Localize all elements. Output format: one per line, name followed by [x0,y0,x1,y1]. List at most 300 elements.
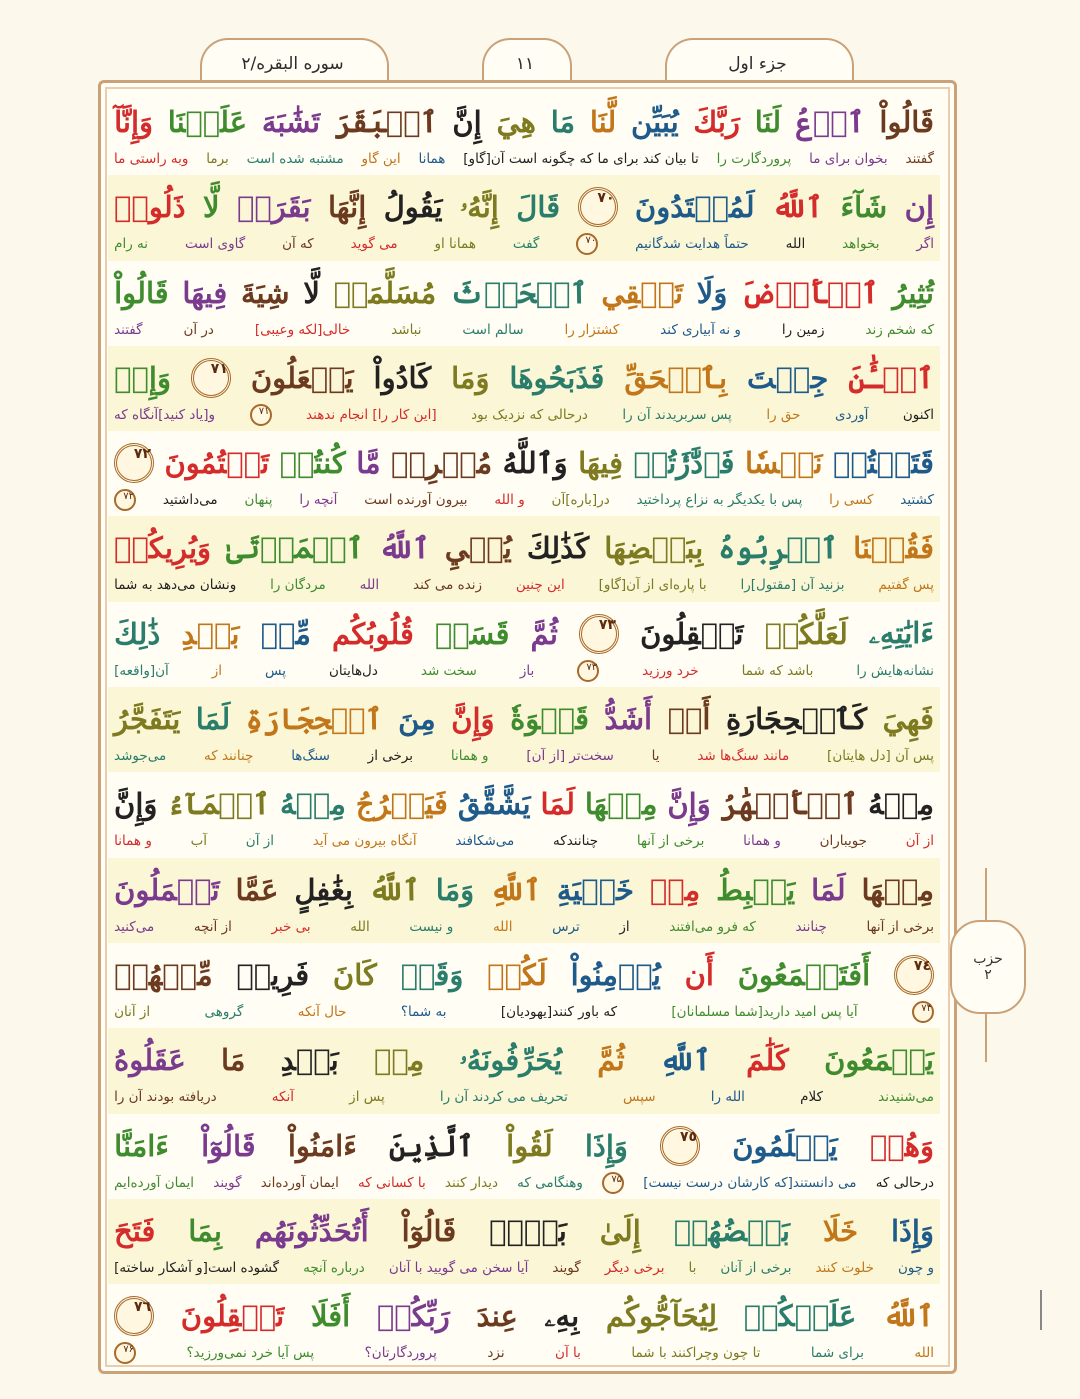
arabic-word: لَمَا [195,702,231,737]
arabic-word: وَإِنَّ [114,787,158,822]
arabic-word: شَآءَ [840,190,888,225]
translation-phrase: سخت‌تر [از آن] [526,748,614,765]
ayah-number-small: ۷۵ [602,1172,624,1194]
arabic-word: كَادُواْ [373,360,432,395]
translation-phrase: زمین را [781,321,825,338]
verse-row [108,858,940,943]
arabic-word: ءَامَنُواْ [287,1128,357,1163]
persian-translation-line [114,574,934,596]
translation-phrase: گویند [213,1174,242,1191]
arabic-word: مَا [221,1043,246,1078]
arabic-word: وَإِذَا [890,1213,934,1248]
arabic-line [114,516,934,574]
translation-phrase: از آنان [114,1003,151,1020]
arabic-word: قَالُوٓاْ [401,1213,457,1248]
arabic-word: نَفۡسٗا [744,446,823,481]
persian-translation-line [114,745,934,767]
translation-phrase: و همانا [114,833,152,850]
translation-phrase: برما [206,151,229,167]
translation-phrase: حتماً هدایت شدگانیم [635,236,749,253]
arabic-word: كَانَ [332,957,377,992]
translation-phrase: آوردی [834,406,869,423]
arabic-word: وَمَا [435,872,475,907]
translation-phrase: پس سربریدند آن را [622,406,732,423]
translation-phrase: زنده می کند [412,577,483,594]
translation-phrase: گفتند [114,321,143,338]
arabic-word: خَلَا [822,1213,859,1248]
translation-phrase: دیدار کنند [444,1174,498,1191]
translation-phrase: ایمان آورده‌ایم [114,1174,195,1191]
arabic-word: ذَلُولٞ [114,190,186,225]
verse-row [108,346,940,431]
ayah-number-small: ۷۰ [576,233,598,255]
translation-phrase: از آنچه [193,918,232,935]
arabic-word: يَفۡعَلُونَ [250,360,354,395]
arabic-word: مِّنۢ [260,616,311,651]
translation-phrase: نباشد [391,321,422,338]
arabic-word: أَتُحَدِّثُونَهُم [254,1213,369,1248]
arabic-word: قَسَتۡ [434,616,510,651]
translation-phrase: کشتید [900,492,934,509]
arabic-line [114,1199,934,1257]
translation-phrase: و همانا [450,748,489,765]
arabic-word: لَّا [303,275,320,310]
translation-phrase: برخی از آنها [866,918,934,935]
hizb-label: حزب [973,951,1003,967]
arabic-word: بِبَعۡضِهَا [604,531,704,566]
arabic-line [114,90,934,148]
persian-translation-line [114,148,934,170]
arabic-word: وَٱللَّهُ [502,446,568,481]
arabic-word: مَّا [356,446,381,481]
arabic-word: لَقُواْ [506,1128,553,1163]
ayah-number-marker: ٧٦ [114,1296,154,1336]
arabic-word: فَهِيَ [882,702,934,737]
translation-phrase: که آن [282,236,314,253]
translation-phrase: برخی از آنان [720,1259,792,1276]
verse-row [108,1028,940,1113]
translation-phrase: الله [350,918,370,935]
arabic-word: بَقَرَةٞ [236,190,311,225]
arabic-word: أَشَدُّ [604,702,653,737]
translation-phrase: و چون [897,1259,934,1276]
translation-phrase: سالم است [462,321,524,338]
arabic-word: عَلَيۡكُمۡ [743,1299,857,1334]
arabic-word: بِٱلۡحَقِّ [624,360,728,395]
translation-phrase: گروهی [204,1003,244,1020]
translation-phrase: می‌کنید [114,918,155,935]
translation-phrase: درحالی که [875,1174,934,1191]
arabic-line [114,1284,934,1342]
translation-phrase: که شخم زند [865,321,934,338]
verse-row [108,1284,940,1369]
translation-phrase: آیا پس امید دارید[شما مسلمانان] [671,1003,858,1020]
hizb-line-top [985,868,987,920]
translation-phrase: مردگان را [270,577,326,594]
arabic-word: لَكُمۡ [487,957,547,992]
persian-translation-line [114,660,934,682]
arabic-word: ءَايَٰتِهِۦ [868,616,934,651]
arabic-word: ثُمَّ [597,1043,625,1078]
arabic-word: ٱللَّهُ [378,531,430,566]
arabic-word: شِيَةَ [240,275,290,310]
arabic-word: ٱلۡحَرۡثَ [449,275,588,310]
arabic-word: فَٱدَّٰرَٰٔتُمۡ [633,446,735,481]
arabic-word: لِيُحَآجُّوكُم [605,1299,718,1334]
translation-phrase: این گاو [361,151,401,167]
arabic-word: ٱللَّهُ [772,190,824,225]
arabic-word: أَفَلَا [310,1299,351,1334]
translation-phrase: کسی را [829,492,874,509]
arabic-word: مُسَلَّمَةٞ [333,275,437,310]
arabic-word: ٱلۡبَقَرَ [334,105,438,139]
ayah-number-small: ۷۱ [250,404,272,426]
translation-phrase: نه رام [114,236,149,253]
arabic-word: ٱضۡرِبُوهُ [718,531,839,566]
translation-phrase: از [619,918,630,935]
translation-phrase: الله [785,236,806,253]
arabic-word: فَرِيقٞ [236,957,310,992]
translation-phrase: چنانند که [204,748,254,765]
arabic-word: إِن [904,190,934,225]
translation-phrase: خرد ورزید [642,662,699,679]
translation-phrase: جویباران [819,833,868,850]
arabic-word: لَّنَا [589,105,617,139]
persian-translation-line [114,404,934,426]
arabic-word: يَقُولُ [383,190,443,225]
arabic-word: وَهُمۡ [869,1128,934,1163]
arabic-word: كُنتُمۡ [279,446,346,481]
arabic-word: وَلَا [696,275,728,310]
translation-phrase: این چنین [515,577,565,594]
arabic-word: بِهِۦ [544,1298,580,1333]
translation-phrase: درباره آنچه [303,1259,365,1276]
translation-phrase: و نیست [409,918,454,935]
translation-phrase: سخت شد [420,662,477,679]
arabic-word: مِّنۡهُمۡ [114,957,213,992]
translation-phrase: در آن [183,321,214,338]
translation-phrase: پس آن [دل هایتان] [827,748,934,765]
arabic-word: بِمَا [188,1213,222,1248]
arabic-word: وَإِنَّ [667,787,711,822]
translation-phrase: پس [265,662,286,679]
arabic-word: عَلَيۡنَا [167,105,248,139]
ayah-number-small: ۷۲ [114,489,136,511]
arabic-word: رَبِّكُمۡ [376,1299,450,1334]
translation-phrase: بیرون آورنده است [364,492,468,509]
arabic-word: يَعۡلَمُونَ [732,1128,838,1163]
translation-phrase: خلوت کنند [815,1259,874,1276]
translation-phrase: با آن [555,1345,581,1362]
arabic-word: فَقُلۡنَا [853,531,934,566]
verse-row [108,175,940,260]
arabic-word: يَتَفَجَّرُ [114,702,181,737]
translation-phrase: که فرو می‌افتند [669,918,756,935]
arabic-word: تُثِيرُ [892,275,934,310]
translation-phrase: کلام [800,1089,823,1106]
translation-phrase: برخی دیگر [604,1259,665,1276]
verse-row [108,943,940,1028]
translation-phrase: ایمان آورده‌اند [260,1174,339,1191]
translation-phrase: می گوید [350,236,398,253]
arabic-word: مِنۡهُ [868,787,934,822]
arabic-line [114,858,934,916]
arabic-word: فَيَخۡرُجُ [355,787,448,822]
translation-phrase: باز [519,662,535,679]
arabic-word: لَمَا [540,787,575,822]
translation-phrase: سنگ‌ها [291,748,330,765]
arabic-word: قَسۡوَةٗ [510,702,589,737]
translation-phrase: می‌شنیدند [878,1089,934,1106]
ayah-number-marker: ٧٠ [578,187,618,227]
translation-phrase: پروردگارتان؟ [364,1345,437,1362]
translation-phrase: وهنگامی که [517,1174,583,1191]
verse-row [108,516,940,601]
surah-name: سوره البقره/۲ [241,54,344,74]
translation-phrase: یا [651,748,660,765]
translation-phrase: از آن [905,833,934,850]
ayah-number-small: ۷۴ [912,1001,934,1023]
translation-phrase: با [688,1259,697,1276]
juz-label: جزء اول [728,54,787,74]
arabic-word: مِنَ [398,702,436,737]
translation-phrase: نزد [487,1345,505,1362]
translation-phrase: پس با یکدیگر به نزاع پرداختید [636,492,803,509]
translation-phrase: می‌شکافند [455,833,515,850]
arabic-word: قَالُوٓاْ [201,1128,256,1163]
translation-phrase: دل‌هایتان [328,662,378,679]
arabic-word: تَكۡتُمُونَ [164,446,270,481]
arabic-word: قَتَلۡتُمۡ [833,446,934,481]
translation-phrase: گاوی است [184,236,246,253]
verse-row [108,602,940,687]
translation-phrase: پنهان [244,492,273,509]
verse-row [108,261,940,346]
arabic-word: مُخۡرِجٞ [391,446,493,481]
arabic-word: فِيهَا [182,275,228,310]
translation-phrase: پس آیا خرد نمی‌ورزید؟ [186,1345,315,1362]
persian-translation-line [114,1001,934,1023]
translation-phrase: آب [190,833,208,850]
arabic-line [114,431,934,489]
arabic-word: أَفَتَطۡمَعُونَ [737,957,871,992]
translation-phrase: و نه آبیاری کند [660,321,741,338]
arabic-word: مَا [550,105,576,139]
arabic-word: إِلَىٰ [599,1213,641,1248]
arabic-word: يُحۡيِ [444,531,512,566]
translation-phrase: الله [359,577,380,594]
arabic-line [114,943,934,1001]
arabic-word: لَمُهۡتَدُونَ [634,190,755,225]
translation-phrase: آن[واقعه] [114,662,169,679]
arabic-line [114,687,934,745]
translation-phrase: با کسانی که [358,1174,426,1191]
arabic-word: فَتَحَ [114,1213,156,1248]
translation-phrase: آیا سخن می گویید با آنان [388,1259,529,1276]
arabic-word: كَٱلۡحِجَارَةِ [725,702,868,737]
translation-phrase: گشوده است[و آشکار ساخته] [114,1259,280,1276]
arabic-word: ذَٰلِكَ [114,616,161,651]
translation-phrase: ترس [552,918,580,935]
arabic-word: قُلُوبُكُم [331,616,414,651]
arabic-word: أَوۡ [667,702,711,737]
arabic-word: مِنۡ [649,872,701,907]
translation-phrase: وبه راستی ما [114,151,189,167]
arabic-word: كَلَٰمَ [746,1043,789,1078]
translation-phrase: برخی از آنها [636,833,705,850]
translation-phrase: الله [914,1345,934,1362]
arabic-word: وَإِذۡ [114,360,171,395]
translation-phrase: می‌جوشد [114,748,167,765]
translation-phrase: در[باره]آن [551,492,610,509]
arabic-word: مِنۡهُ [279,787,346,822]
persian-translation-line [114,1086,934,1108]
arabic-word: وَإِنَّ [451,702,495,737]
arabic-word: لَعَلَّكُمۡ [764,616,848,651]
verse-row [108,1114,940,1199]
arabic-word: يُؤۡمِنُواْ [570,957,661,992]
hizb-marker [950,920,1026,1014]
translation-phrase: اکنون [902,406,934,423]
translation-phrase: چنانندکه [553,833,599,850]
ayah-number-marker: ٧٢ [114,443,154,483]
arabic-word: تَسۡقِي [601,275,684,310]
translation-phrase: از [211,662,223,679]
arabic-word: بَعۡدِ [280,1043,339,1078]
translation-phrase: [این کار را] انجام ندهند [306,406,437,423]
arabic-word: قَالُواْ [879,105,934,139]
persian-translation-line [114,916,934,938]
arabic-word: تَعۡقِلُونَ [640,616,744,651]
arabic-word: ءَامَنَّا [114,1128,169,1163]
arabic-word: لَّا [203,190,220,225]
arabic-word: كَذَٰلِكَ [526,531,590,566]
arabic-word: بَعۡضُهُمۡ [673,1213,790,1248]
translation-phrase: بخوان برای ما [809,151,888,167]
translation-phrase: مانند سنگ‌ها شد [697,748,790,765]
translation-phrase: پس از [349,1089,385,1106]
arabic-line [114,602,934,660]
ayah-number-small: ۷۶ [114,1342,136,1364]
arabic-word: ثُمَّ [530,616,558,651]
translation-phrase: ونشان می‌دهد به شما [114,577,237,594]
verse-row [108,90,940,175]
translation-phrase: بزنید آن [مقتول]را [740,577,845,594]
translation-phrase: درحالی که نزدیک بود [471,406,588,423]
arabic-word: بِغَٰفِلٍ [294,872,354,907]
arabic-word: رَبَّكَ [693,105,740,139]
arabic-word: يُبَيِّن [631,105,679,139]
arabic-word: ٱلۡمَوۡتَىٰ [226,531,364,566]
arabic-word: إِنَّهَا [327,190,367,225]
translation-phrase: آنگاه بیرون می آید [312,833,417,850]
translation-phrase: الله را [710,1089,745,1106]
arabic-word: ٱلَّذِينَ [389,1128,474,1163]
translation-phrase: تا چون وچراکنند با شما [631,1345,761,1362]
arabic-word: هِيَ [496,105,536,139]
arabic-word: عَقَلُوهُ [114,1043,186,1078]
arabic-word: فَذَبَحُوهَا [509,360,605,395]
translation-phrase: با پاره‌ای از آن[گاو] [598,577,707,594]
translation-phrase: همانا [418,151,446,167]
ayah-number-marker: ٧١ [191,358,231,398]
arabic-word: ٱللَّهُ [883,1299,934,1334]
persian-translation-line [114,319,934,341]
arabic-line [114,1114,934,1172]
hizb-number: ۲ [984,967,992,983]
arabic-word: بَعۡضٖ [489,1213,567,1248]
arabic-word: مِنۡهَا [584,787,658,822]
translation-phrase: برخی از [367,748,414,765]
translation-phrase: اگر [916,236,934,253]
arabic-word: وَيُرِيكُمۡ [114,531,212,566]
arabic-word: قَالُواْ [114,275,169,310]
translation-phrase: الله [492,918,513,935]
translation-phrase: سپس [623,1089,656,1106]
arabic-word: ٱلۡحِجَارَةِ [245,702,383,737]
ayah-number-marker: ٧٣ [579,614,619,654]
arabic-word: بَعۡدِ [181,616,240,651]
translation-phrase: حال آنکه [297,1003,347,1020]
persian-translation-line [114,489,934,511]
translation-phrase: پروردگارت را [716,151,792,167]
arabic-word: ٱدۡعُ [795,105,865,139]
page-number: ۱۱ [515,54,535,74]
translation-phrase: می‌داشتید [162,492,218,509]
translation-phrase: آنچه را [299,492,338,509]
arabic-word: إِنَّهُۥ [459,189,499,224]
arabic-word: وَإِنَّآ [114,105,154,139]
arabic-word: ٱللَّهِ [490,872,542,907]
translation-phrase: تا بیان کند برای ما که چگونه است آن[گاو] [463,151,699,167]
arabic-word: ٱلۡـَٰٔنَ [848,360,934,395]
translation-phrase: پس گفتیم [878,577,934,594]
persian-translation-line [114,1342,934,1364]
arabic-line [114,1028,934,1086]
arabic-word: وَقَدۡ [400,957,464,992]
translation-phrase: کشتزار را [564,321,620,338]
hizb-line-bottom [985,1010,987,1062]
arabic-word: ٱلۡأَرۡضَ [741,275,879,310]
translation-phrase: چنانند [795,918,827,935]
translation-phrase: و[یاد کنید]آنگاه که [114,406,216,423]
arabic-word: ٱللَّهُ [368,872,420,907]
arabic-word: تَعۡقِلُونَ [180,1299,285,1334]
translation-phrase: و الله [494,492,525,509]
arabic-word: ٱللَّهِ [659,1043,711,1078]
verse-row [108,772,940,857]
arabic-word: مِنۡهَا [861,872,934,907]
translation-phrase: به شما؟ [400,1003,447,1020]
ayah-number-marker: ٧٤ [894,955,934,995]
verse-rows [108,90,940,1369]
arabic-word: أَن [684,957,714,992]
verse-row [108,431,940,516]
verse-row [108,1199,940,1284]
persian-translation-line [114,1172,934,1194]
arabic-word: مِنۢ [373,1043,425,1078]
arabic-word: وَمَا [451,360,490,395]
arabic-word: يَهۡبِطُ [716,872,796,907]
arabic-word: ٱلۡأَنۡهَٰرُ [720,787,859,822]
translation-phrase: از آن [245,833,275,850]
ayah-number-marker: ٧٥ [660,1126,700,1166]
arabic-word: عَمَّا [235,872,279,907]
translation-phrase: برای شما [810,1345,864,1362]
translation-phrase: تحریف می کردند آن را [439,1089,568,1106]
translation-phrase: گفتند [905,151,934,167]
translation-phrase: بخواهد [842,236,880,253]
